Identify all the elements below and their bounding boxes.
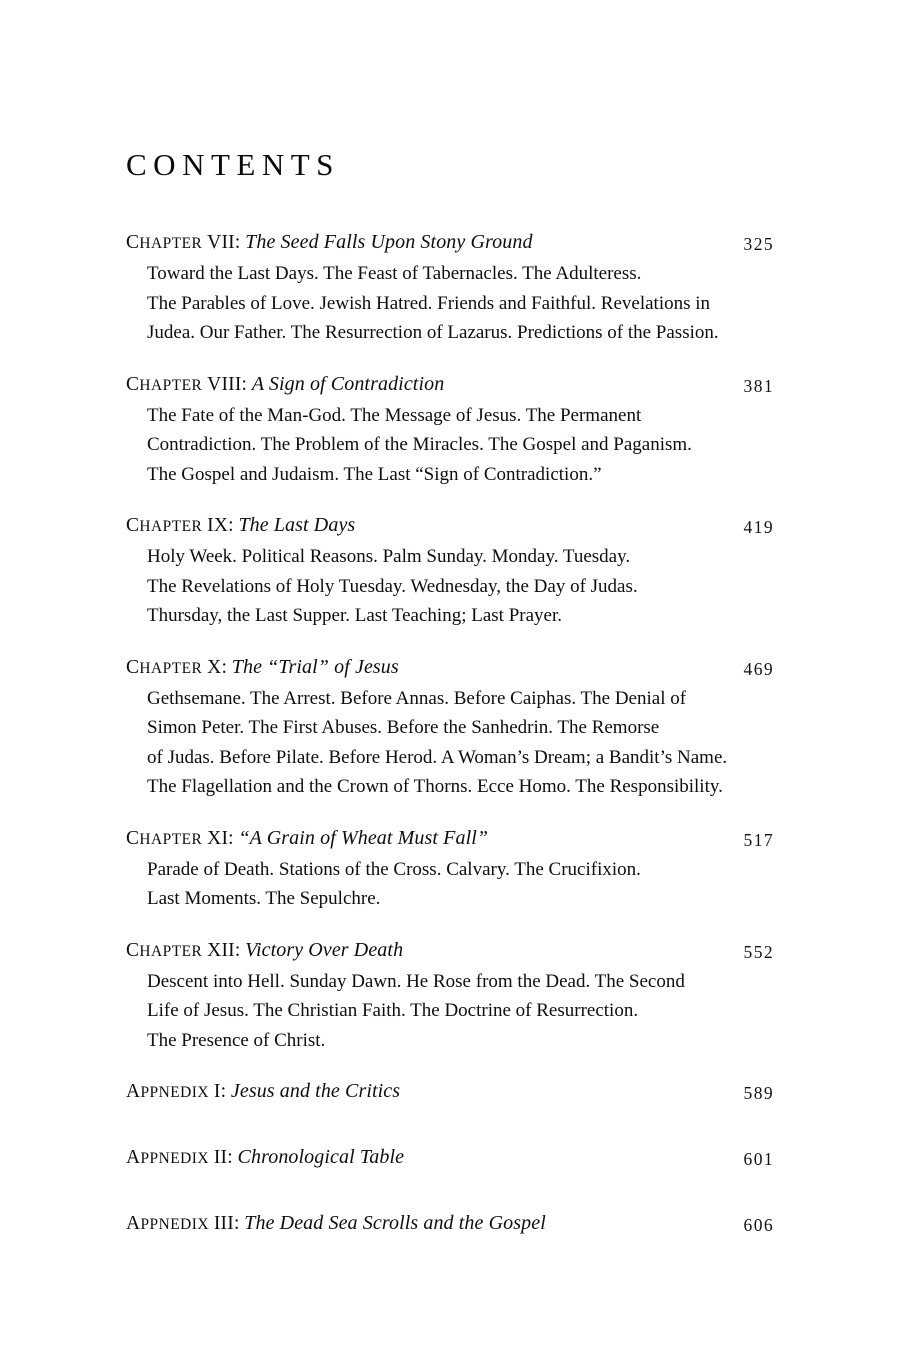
toc-entry-description-line: Parade of Death. Stations of the Cross. Calvary. The Crucifixion. bbox=[147, 858, 641, 880]
toc-entry-description-line: Holy Week. Political Reasons. Palm Sunday. Monday. Tuesday. bbox=[147, 546, 631, 567]
toc-entry-description-line: Life of Jesus. The Christian Faith. The Doctrine of Resurrection. bbox=[147, 1000, 639, 1021]
toc-entry-label bbox=[126, 1081, 209, 1102]
toc-entry-page-number: 589 bbox=[743, 1083, 774, 1103]
toc-entry-label-initial: C bbox=[126, 827, 140, 849]
toc-entry-heading[interactable] bbox=[126, 653, 774, 683]
toc-entry-numeral: VIII bbox=[207, 373, 242, 395]
toc-entry-colon: : bbox=[221, 656, 227, 678]
toc-entry-label-initial: C bbox=[126, 373, 140, 395]
toc-entry-label bbox=[126, 1147, 209, 1168]
toc-entry-colon: : bbox=[228, 515, 234, 536]
toc-entry[interactable] bbox=[126, 511, 774, 631]
toc-entry-label-smallcaps: HAPTER bbox=[139, 830, 203, 848]
toc-entry-label bbox=[126, 1213, 209, 1234]
toc-entry-description bbox=[147, 259, 772, 348]
toc-entry-label bbox=[126, 828, 202, 849]
toc-entry-description-line: Contradiction. The Problem of the Miracles. The Gospel and Paganism. bbox=[147, 434, 692, 455]
toc-entry-label-smallcaps: HAPTER bbox=[139, 942, 203, 960]
toc-entry-colon: : bbox=[227, 1147, 233, 1168]
toc-entry-label-initial: C bbox=[126, 939, 140, 961]
toc-entry-label-smallcaps: HAPTER bbox=[139, 518, 203, 535]
toc-entry-label bbox=[126, 940, 202, 961]
toc-entry-label-initial: A bbox=[126, 1081, 141, 1102]
toc-entry-description-line: The Flagellation and the Crown of Thorns. Ecce Homo. The Responsibility. bbox=[147, 776, 723, 797]
toc-entry-numeral: III bbox=[213, 1213, 234, 1234]
toc-entry-description bbox=[147, 855, 772, 914]
page-title: CONTENTS bbox=[126, 146, 340, 182]
toc-entry-label-initial: C bbox=[126, 232, 140, 253]
toc-entry-page-number: 517 bbox=[743, 829, 774, 850]
toc-entry-label-smallcaps: HAPTER bbox=[139, 376, 203, 394]
toc-entry-description-line: Judea. Our Father. The Resurrection of Lazarus. Predictions of the Passion. bbox=[147, 322, 719, 343]
toc-entry-page-number: 325 bbox=[743, 234, 774, 254]
toc-entry-description bbox=[147, 542, 772, 631]
toc-entry-label-smallcaps: HAPTER bbox=[139, 235, 203, 252]
toc-entry-title: Victory Over Death bbox=[245, 938, 404, 961]
toc-entry-page-number: 469 bbox=[743, 658, 774, 679]
toc-entry-numeral: VII bbox=[207, 232, 235, 253]
toc-entry-label-initial: A bbox=[126, 1213, 141, 1234]
toc-entry[interactable] bbox=[126, 936, 774, 1056]
toc-entry[interactable] bbox=[126, 1077, 774, 1107]
toc-entry-description-line: Toward the Last Days. The Feast of Tabernacles. The Adulteress. bbox=[147, 263, 642, 284]
toc-entry-label-initial: C bbox=[126, 656, 140, 678]
toc-entry-numeral: X bbox=[207, 656, 222, 678]
toc-entry-title: The Seed Falls Upon Stony Ground bbox=[245, 231, 533, 253]
toc-entry-label-smallcaps: HAPTER bbox=[139, 659, 203, 677]
toc-entry-heading[interactable] bbox=[126, 228, 774, 258]
toc-entry[interactable] bbox=[126, 824, 774, 914]
toc-entry-title: Jesus and the Critics bbox=[230, 1080, 401, 1102]
toc-entry-numeral: XI bbox=[207, 827, 229, 849]
toc-entry-numeral: IX bbox=[207, 515, 229, 536]
toc-entry-description bbox=[147, 684, 772, 802]
toc-entry[interactable] bbox=[126, 228, 774, 348]
toc-entry[interactable] bbox=[126, 1209, 774, 1239]
toc-entry-description-line: Simon Peter. The First Abuses. Before the Sanhedrin. The Remorse bbox=[147, 717, 660, 738]
toc-entry-numeral: XII bbox=[207, 939, 235, 961]
toc-entry-page-number: 601 bbox=[743, 1149, 774, 1169]
toc-entry-description-line: The Fate of the Man-God. The Message of Jesus. The Permanent bbox=[147, 404, 642, 426]
toc-entry-description-line: The Presence of Christ. bbox=[147, 1029, 326, 1051]
toc-entry-description-line: Gethsemane. The Arrest. Before Annas. Before Caiphas. The Denial of bbox=[147, 687, 687, 709]
toc-entry-description-line: Thursday, the Last Supper. Last Teaching; Last Prayer. bbox=[147, 605, 562, 626]
toc-entry-description bbox=[147, 967, 772, 1056]
toc-entry-label-smallcaps: PPNEDIX bbox=[140, 1216, 209, 1233]
toc-entry-colon: : bbox=[241, 373, 247, 395]
toc-entry-title: A Sign of Contradiction bbox=[251, 372, 445, 395]
toc-entry[interactable] bbox=[126, 653, 774, 802]
toc-entry-label-initial: A bbox=[126, 1147, 141, 1168]
toc-entry-label bbox=[126, 515, 202, 536]
toc-entry-heading[interactable] bbox=[126, 1077, 774, 1107]
toc-entry-numeral: II bbox=[213, 1147, 228, 1168]
toc-entry-heading[interactable] bbox=[126, 936, 774, 966]
toc-entry-numeral: I bbox=[213, 1081, 221, 1102]
toc-entry-description bbox=[147, 401, 772, 490]
toc-entry-description-line: The Parables of Love. Jewish Hatred. Friends and Faithful. Revelations in bbox=[147, 292, 711, 314]
toc-entry-title: The Last Days bbox=[238, 514, 356, 536]
toc-entry-label-smallcaps: PPNEDIX bbox=[140, 1150, 209, 1167]
toc-entry-title: Chronological Table bbox=[237, 1146, 405, 1168]
toc-entry-heading[interactable] bbox=[126, 1143, 774, 1173]
toc-entry-title: The Dead Sea Scrolls and the Gospel bbox=[244, 1212, 546, 1234]
toc-entry-label-initial: C bbox=[126, 515, 140, 536]
toc-entry-heading[interactable] bbox=[126, 511, 774, 541]
table-of-contents-list bbox=[126, 228, 774, 1239]
toc-entry-colon: : bbox=[233, 1213, 240, 1234]
toc-entry-description-line: Descent into Hell. Sunday Dawn. He Rose from the Dead. The Second bbox=[147, 970, 685, 992]
toc-entry-label bbox=[126, 232, 202, 253]
toc-entry-page-number: 381 bbox=[743, 375, 774, 396]
toc-entry-page-number: 606 bbox=[743, 1215, 774, 1235]
toc-entry-label-smallcaps: PPNEDIX bbox=[140, 1084, 209, 1101]
toc-entry-heading[interactable] bbox=[126, 370, 774, 400]
toc-entry-description-line: The Revelations of Holy Tuesday. Wednesday, the Day of Judas. bbox=[147, 575, 638, 597]
toc-entry[interactable] bbox=[126, 370, 774, 490]
toc-entry-colon: : bbox=[234, 232, 241, 253]
toc-entry-colon: : bbox=[228, 827, 234, 849]
toc-entry-title: The “Trial” of Jesus bbox=[231, 655, 399, 678]
toc-entry-label bbox=[126, 374, 202, 395]
toc-entry-description-line: Last Moments. The Sepulchre. bbox=[147, 888, 381, 909]
toc-entry-heading[interactable] bbox=[126, 824, 774, 854]
toc-entry-title: “A Grain of Wheat Must Fall” bbox=[238, 826, 489, 849]
toc-entry-page-number: 419 bbox=[743, 517, 774, 537]
toc-entry-description-line: of Judas. Before Pilate. Before Herod. A Woman’s Dream; a Bandit’s Name. bbox=[147, 746, 728, 768]
toc-entry-label bbox=[126, 657, 202, 678]
toc-entry-description-line: The Gospel and Judaism. The Last “Sign of Contradiction.” bbox=[147, 463, 602, 485]
toc-entry-colon: : bbox=[220, 1081, 226, 1102]
toc-entry-heading[interactable] bbox=[126, 1209, 774, 1239]
toc-entry-colon: : bbox=[234, 939, 241, 961]
toc-entry-page-number: 552 bbox=[743, 941, 774, 962]
toc-entry[interactable] bbox=[126, 1143, 774, 1173]
